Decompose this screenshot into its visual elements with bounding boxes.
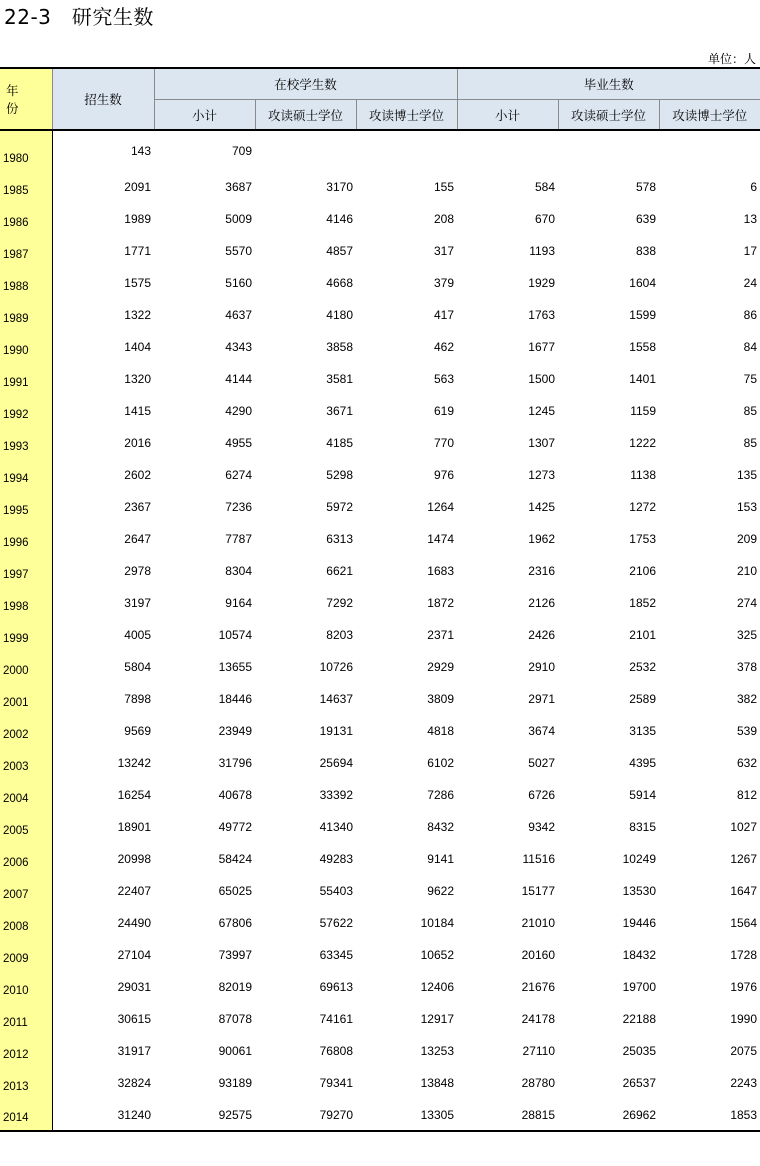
cell-in-school-doctor: 770 xyxy=(433,436,454,450)
cell-year: 2003 xyxy=(0,747,52,779)
cell-in-school-doctor: 1683 xyxy=(427,564,454,578)
table-row xyxy=(0,811,760,843)
cell-in-school-doctor: 976 xyxy=(433,468,454,482)
cell-year: 2009 xyxy=(0,939,52,971)
cell-in-school-doctor xyxy=(356,130,457,171)
cell-enroll: 31240 xyxy=(52,1099,154,1131)
cell-in-school-master: 79341 xyxy=(319,1076,353,1090)
cell-year: 2006 xyxy=(0,843,52,875)
cell-year: 2014 xyxy=(0,1099,52,1131)
cell-in-school-master: 4668 xyxy=(326,276,353,290)
cell-in-school-doctor: 462 xyxy=(433,340,454,354)
cell-graduates-subtotal: 1307 xyxy=(528,436,555,450)
table-row xyxy=(0,1035,760,1067)
table-row xyxy=(0,939,760,971)
cell-graduates-subtotal: 1500 xyxy=(528,372,555,386)
cell-year: 1985 xyxy=(0,171,52,203)
cell-graduates-subtotal: 28780 xyxy=(521,1076,555,1090)
cell-in-school-subtotal: 18446 xyxy=(218,692,252,706)
cell-in-school-doctor: 208 xyxy=(433,212,454,226)
cell-graduates-subtotal: 21676 xyxy=(521,980,555,994)
cell-in-school-master: 33392 xyxy=(319,788,353,802)
cell-in-school-master: 4180 xyxy=(326,308,353,322)
cell-in-school-subtotal: 65025 xyxy=(218,884,252,898)
cell-graduates-doctor: 85 xyxy=(743,436,758,450)
cell-enroll: 2367 xyxy=(124,500,151,514)
cell-graduates-subtotal: 15177 xyxy=(521,884,555,898)
cell-in-school-doctor: 10652 xyxy=(420,948,454,962)
cell-in-school-doctor: 12917 xyxy=(420,1012,454,1026)
cell-graduates-master: 2106 xyxy=(629,564,656,578)
cell-enroll: 16254 xyxy=(117,788,151,802)
cell-in-school-subtotal: 8304 xyxy=(225,564,252,578)
cell-in-school-subtotal: 82019 xyxy=(218,980,252,994)
cell-graduates-doctor: 209 xyxy=(737,532,758,546)
cell-graduates-subtotal: 5027 xyxy=(528,756,555,770)
cell-enroll: 2602 xyxy=(124,468,151,482)
cell-year: 2007 xyxy=(0,875,52,907)
cell-in-school-doctor: 6102 xyxy=(427,756,454,770)
cell-year: 2008 xyxy=(0,907,52,939)
cell-year: 1987 xyxy=(0,235,52,267)
cell-in-school-doctor: 7286 xyxy=(427,788,454,802)
cell-year: 1986 xyxy=(0,203,52,235)
cell-graduates-doctor: 1990 xyxy=(730,1012,758,1026)
cell-in-school-master: 7292 xyxy=(326,596,353,610)
cell-year: 2000 xyxy=(0,651,52,683)
cell-enroll: 24490 xyxy=(117,916,151,930)
cell-in-school-master: 19131 xyxy=(319,724,353,738)
cell-graduates-subtotal: 2316 xyxy=(528,564,555,578)
header-year: 年 份 xyxy=(0,68,52,130)
table-row xyxy=(0,747,760,779)
table-row xyxy=(0,907,760,939)
cell-graduates-subtotal: 584 xyxy=(534,180,555,194)
cell-graduates-doctor: 1267 xyxy=(730,852,758,866)
page-title: 22-3 研究生数 xyxy=(4,5,154,29)
cell-graduates-master: 1753 xyxy=(629,532,656,546)
cell-in-school-master: 69613 xyxy=(319,980,353,994)
cell-graduates-master: 26537 xyxy=(622,1076,656,1090)
table-row xyxy=(0,587,760,619)
cell-graduates-master: 22188 xyxy=(622,1012,656,1026)
cell-enroll: 143 xyxy=(130,144,151,158)
cell-graduates-subtotal: 1245 xyxy=(528,404,555,418)
cell-enroll: 20998 xyxy=(117,852,151,866)
cell-year: 2002 xyxy=(0,715,52,747)
header-enroll: 招生数 xyxy=(52,68,154,130)
cell-graduates-doctor: 153 xyxy=(737,500,758,514)
cell-in-school-doctor: 417 xyxy=(433,308,454,322)
cell-in-school-subtotal: 87078 xyxy=(218,1012,252,1026)
cell-graduates-doctor: 1853 xyxy=(659,1099,760,1131)
cell-graduates-subtotal: 1273 xyxy=(528,468,555,482)
cell-in-school-doctor: 10184 xyxy=(420,916,454,930)
cell-in-school-doctor: 379 xyxy=(433,276,454,290)
cell-graduates-master: 1138 xyxy=(630,468,656,482)
cell-in-school-master: 3671 xyxy=(326,404,353,418)
cell-year: 1993 xyxy=(0,427,52,459)
table-row xyxy=(0,491,760,523)
cell-enroll: 31917 xyxy=(117,1044,151,1058)
cell-in-school-subtotal: 5570 xyxy=(225,244,252,258)
table-row xyxy=(0,715,760,747)
cell-graduates-subtotal: 6726 xyxy=(528,788,555,802)
cell-in-school-subtotal: 4290 xyxy=(225,404,252,418)
table-row xyxy=(0,1003,760,1035)
cell-in-school-master: 5972 xyxy=(326,500,353,514)
cell-graduates-master: 1401 xyxy=(629,372,656,386)
cell-enroll: 1320 xyxy=(124,372,151,386)
cell-in-school-subtotal: 3687 xyxy=(225,180,252,194)
cell-in-school-master: 55403 xyxy=(319,884,353,898)
cell-graduates-master: 10249 xyxy=(622,852,656,866)
cell-in-school-subtotal: 6274 xyxy=(225,468,252,482)
cell-graduates-doctor: 135 xyxy=(737,468,758,482)
cell-in-school-subtotal: 31796 xyxy=(218,756,252,770)
cell-in-school-master: 76808 xyxy=(319,1044,353,1058)
cell-in-school-master: 8203 xyxy=(326,628,353,642)
header-graduates-subtotal: 小计 xyxy=(457,100,558,131)
cell-in-school-master xyxy=(255,130,356,171)
cell-graduates-master: 1599 xyxy=(629,308,656,322)
cell-graduates-master: 3135 xyxy=(629,724,656,738)
table-row xyxy=(0,395,760,427)
cell-graduates-doctor: 812 xyxy=(737,788,758,802)
cell-graduates-doctor: 1647 xyxy=(730,884,758,898)
cell-graduates-master: 19700 xyxy=(622,980,656,994)
cell-year: 2004 xyxy=(0,779,52,811)
cell-enroll: 5804 xyxy=(124,660,151,674)
cell-year: 1996 xyxy=(0,523,52,555)
cell-graduates-subtotal: 2910 xyxy=(528,660,555,674)
cell-in-school-doctor: 13305 xyxy=(356,1099,457,1131)
cell-in-school-doctor: 1264 xyxy=(427,500,454,514)
cell-in-school-master: 6313 xyxy=(326,532,353,546)
cell-graduates-doctor: 1976 xyxy=(730,980,758,994)
cell-graduates-master: 2532 xyxy=(629,660,656,674)
cell-graduates-subtotal xyxy=(457,130,558,171)
cell-in-school-master: 3858 xyxy=(326,340,353,354)
cell-year: 2011 xyxy=(0,1003,52,1035)
table-row xyxy=(0,971,760,1003)
cell-in-school-subtotal: 7236 xyxy=(225,500,252,514)
cell-graduates-master: 578 xyxy=(635,180,656,194)
cell-graduates-doctor: 210 xyxy=(737,564,758,578)
cell-graduates-subtotal: 1677 xyxy=(528,340,555,354)
cell-in-school-doctor: 1474 xyxy=(427,532,454,546)
cell-graduates-doctor: 13 xyxy=(743,212,758,226)
cell-graduates-master: 8315 xyxy=(629,820,656,834)
cell-in-school-subtotal: 90061 xyxy=(218,1044,252,1058)
cell-graduates-subtotal: 28815 xyxy=(457,1099,558,1131)
cell-year: 1992 xyxy=(0,395,52,427)
cell-graduates-subtotal: 2971 xyxy=(528,692,555,706)
cell-in-school-subtotal: 4144 xyxy=(225,372,252,386)
table-row xyxy=(0,843,760,875)
cell-graduates-subtotal: 3674 xyxy=(528,724,555,738)
cell-year: 1991 xyxy=(0,363,52,395)
cell-in-school-master: 49283 xyxy=(319,852,353,866)
cell-graduates-subtotal: 27110 xyxy=(522,1044,555,1058)
cell-in-school-subtotal: 40678 xyxy=(218,788,252,802)
cell-enroll: 27104 xyxy=(117,948,151,962)
cell-enroll: 13242 xyxy=(117,756,151,770)
cell-graduates-subtotal: 21010 xyxy=(521,916,555,930)
header-graduates-doctor: 攻读博士学位 xyxy=(659,100,760,131)
cell-enroll: 1404 xyxy=(124,340,151,354)
cell-enroll: 2647 xyxy=(124,532,151,546)
cell-in-school-subtotal: 58424 xyxy=(218,852,252,866)
cell-in-school-subtotal: 5009 xyxy=(225,212,252,226)
cell-graduates-subtotal: 1929 xyxy=(528,276,555,290)
cell-in-school-master: 6621 xyxy=(326,564,353,578)
table-row xyxy=(0,331,760,363)
table-row xyxy=(0,619,760,651)
cell-in-school-doctor: 3809 xyxy=(427,692,454,706)
cell-in-school-subtotal: 23949 xyxy=(218,724,252,738)
cell-graduates-master: 25035 xyxy=(622,1044,656,1058)
table-row xyxy=(0,523,760,555)
cell-graduates-doctor: 382 xyxy=(737,692,758,706)
cell-year: 1989 xyxy=(0,299,52,331)
table-row xyxy=(0,299,760,331)
cell-in-school-subtotal: 92575 xyxy=(154,1099,255,1131)
cell-graduates-doctor: 75 xyxy=(743,372,758,386)
table-row xyxy=(0,427,760,459)
table-body xyxy=(0,130,760,1131)
cell-year: 2005 xyxy=(0,811,52,843)
cell-graduates-master: 639 xyxy=(635,212,656,226)
cell-in-school-subtotal: 10574 xyxy=(218,628,252,642)
cell-in-school-master: 5298 xyxy=(326,468,353,482)
cell-graduates-master: 1159 xyxy=(630,404,656,418)
cell-graduates-subtotal: 1962 xyxy=(528,532,555,546)
cell-enroll: 1989 xyxy=(124,212,151,226)
cell-in-school-master: 63345 xyxy=(319,948,353,962)
cell-in-school-doctor: 9622 xyxy=(427,884,454,898)
cell-graduates-doctor: 6 xyxy=(750,180,758,194)
cell-in-school-doctor: 155 xyxy=(433,180,454,194)
table-row xyxy=(0,203,760,235)
cell-in-school-master: 57622 xyxy=(319,916,353,930)
header-graduates: 毕业生数 xyxy=(457,68,760,100)
cell-graduates-doctor: 17 xyxy=(743,244,758,258)
cell-in-school-subtotal: 13655 xyxy=(218,660,252,674)
cell-in-school-master: 3581 xyxy=(326,372,353,386)
cell-in-school-subtotal: 4343 xyxy=(225,340,252,354)
cell-year: 1988 xyxy=(0,267,52,299)
cell-in-school-doctor: 8432 xyxy=(427,820,454,834)
cell-in-school-master: 41340 xyxy=(319,820,353,834)
cell-in-school-subtotal: 49772 xyxy=(218,820,252,834)
cell-graduates-doctor: 274 xyxy=(737,596,758,610)
cell-in-school-doctor: 4818 xyxy=(427,724,454,738)
header-in-school-master: 攻读硕士学位 xyxy=(255,100,356,131)
cell-graduates-doctor: 84 xyxy=(743,340,758,354)
cell-graduates-subtotal: 2126 xyxy=(528,596,555,610)
cell-graduates-subtotal: 1193 xyxy=(529,244,555,258)
table-row xyxy=(0,130,760,171)
cell-enroll: 2978 xyxy=(124,564,151,578)
cell-enroll: 2091 xyxy=(124,180,151,194)
header-graduates-master: 攻读硕士学位 xyxy=(558,100,659,131)
header-in-school-doctor: 攻读博士学位 xyxy=(356,100,457,131)
cell-graduates-doctor: 325 xyxy=(737,628,758,642)
cell-year: 1994 xyxy=(0,459,52,491)
cell-graduates-master: 18432 xyxy=(622,948,656,962)
cell-year: 1980 xyxy=(0,130,52,171)
cell-graduates-doctor: 1564 xyxy=(730,916,758,930)
cell-enroll: 3197 xyxy=(124,596,151,610)
unit-label: 单位：人 xyxy=(707,52,756,66)
cell-in-school-subtotal: 7787 xyxy=(225,532,252,546)
table-row xyxy=(0,1099,760,1131)
cell-enroll: 7898 xyxy=(124,692,151,706)
cell-in-school-master: 74161 xyxy=(319,1012,353,1026)
graduate-students-table xyxy=(0,67,760,1132)
cell-graduates-doctor: 24 xyxy=(743,276,758,290)
cell-graduates-master: 5914 xyxy=(629,788,656,802)
cell-in-school-subtotal: 5160 xyxy=(225,276,252,290)
cell-graduates-doctor: 1027 xyxy=(730,820,758,834)
table-row xyxy=(0,683,760,715)
cell-in-school-subtotal: 4637 xyxy=(225,308,252,322)
cell-graduates-master xyxy=(558,130,659,171)
cell-graduates-master: 1222 xyxy=(629,436,656,450)
cell-graduates-master: 1272 xyxy=(629,500,656,514)
cell-enroll: 22407 xyxy=(117,884,151,898)
table-row xyxy=(0,235,760,267)
cell-enroll: 1415 xyxy=(124,404,151,418)
cell-in-school-master: 25694 xyxy=(319,756,353,770)
cell-in-school-subtotal: 4955 xyxy=(225,436,252,450)
cell-enroll: 32824 xyxy=(117,1076,151,1090)
cell-in-school-master: 4185 xyxy=(326,436,353,450)
cell-graduates-doctor: 86 xyxy=(743,308,758,322)
cell-graduates-subtotal: 1763 xyxy=(528,308,555,322)
cell-year: 1999 xyxy=(0,619,52,651)
table-row xyxy=(0,555,760,587)
cell-in-school-doctor: 1872 xyxy=(427,596,454,610)
cell-in-school-doctor: 563 xyxy=(433,372,454,386)
table-row xyxy=(0,459,760,491)
cell-year: 1995 xyxy=(0,491,52,523)
cell-graduates-subtotal: 20160 xyxy=(521,948,555,962)
cell-year: 1990 xyxy=(0,331,52,363)
cell-in-school-master: 3170 xyxy=(326,180,353,194)
cell-in-school-master: 14637 xyxy=(319,692,353,706)
table-row xyxy=(0,363,760,395)
cell-enroll: 1575 xyxy=(124,276,151,290)
cell-in-school-doctor: 13253 xyxy=(420,1044,454,1058)
cell-in-school-doctor: 13848 xyxy=(420,1076,454,1090)
cell-graduates-doctor: 2243 xyxy=(730,1076,758,1090)
cell-enroll: 29031 xyxy=(117,980,151,994)
cell-graduates-subtotal: 1425 xyxy=(528,500,555,514)
cell-in-school-master: 79270 xyxy=(255,1099,356,1131)
table-row xyxy=(0,267,760,299)
cell-graduates-subtotal: 11516 xyxy=(522,852,555,866)
cell-enroll: 30615 xyxy=(117,1012,151,1026)
cell-in-school-doctor: 2929 xyxy=(427,660,454,674)
cell-in-school-subtotal: 73997 xyxy=(218,948,252,962)
cell-enroll: 2016 xyxy=(124,436,151,450)
cell-graduates-doctor: 539 xyxy=(737,724,758,738)
cell-in-school-doctor: 317 xyxy=(433,244,454,258)
cell-graduates-subtotal: 24178 xyxy=(521,1012,555,1026)
cell-graduates-master: 26962 xyxy=(558,1099,659,1131)
cell-graduates-master: 19446 xyxy=(622,916,656,930)
cell-in-school-doctor: 12406 xyxy=(420,980,454,994)
header-in-school: 在校学生数 xyxy=(154,68,457,100)
cell-graduates-master: 2589 xyxy=(629,692,656,706)
cell-graduates-doctor: 378 xyxy=(737,660,758,674)
cell-year: 1997 xyxy=(0,555,52,587)
cell-in-school-master: 4857 xyxy=(326,244,353,258)
cell-year: 1998 xyxy=(0,587,52,619)
table-row xyxy=(0,1067,760,1099)
cell-graduates-master: 13530 xyxy=(622,884,656,898)
cell-enroll: 1771 xyxy=(124,244,151,258)
cell-in-school-subtotal: 93189 xyxy=(218,1076,252,1090)
cell-enroll: 1322 xyxy=(124,308,151,322)
cell-year: 2012 xyxy=(0,1035,52,1067)
table-row xyxy=(0,779,760,811)
cell-in-school-subtotal: 709 xyxy=(231,144,252,158)
cell-in-school-subtotal: 9164 xyxy=(225,596,252,610)
cell-in-school-master: 4146 xyxy=(326,212,353,226)
cell-enroll: 9569 xyxy=(124,724,151,738)
cell-in-school-master: 10726 xyxy=(319,660,353,674)
cell-graduates-master: 838 xyxy=(635,244,656,258)
cell-graduates-master: 4395 xyxy=(629,756,656,770)
cell-in-school-subtotal: 67806 xyxy=(218,916,252,930)
cell-graduates-master: 2101 xyxy=(629,628,656,642)
cell-year: 2010 xyxy=(0,971,52,1003)
table-row xyxy=(0,651,760,683)
table-row xyxy=(0,875,760,907)
cell-enroll: 18901 xyxy=(117,820,151,834)
cell-in-school-doctor: 2371 xyxy=(427,628,454,642)
cell-in-school-doctor: 9141 xyxy=(427,852,454,866)
cell-graduates-master: 1852 xyxy=(629,596,656,610)
cell-in-school-doctor: 619 xyxy=(433,404,454,418)
cell-graduates-doctor: 1728 xyxy=(730,948,758,962)
cell-graduates-master: 1558 xyxy=(629,340,656,354)
header-in-school-subtotal: 小计 xyxy=(154,100,255,131)
cell-graduates-subtotal: 9342 xyxy=(528,820,555,834)
cell-year: 2001 xyxy=(0,683,52,715)
cell-enroll: 4005 xyxy=(124,628,151,642)
cell-graduates-doctor xyxy=(659,130,760,171)
cell-graduates-subtotal: 2426 xyxy=(528,628,555,642)
cell-year: 2013 xyxy=(0,1067,52,1099)
cell-graduates-master: 1604 xyxy=(629,276,656,290)
cell-graduates-doctor: 85 xyxy=(743,404,758,418)
cell-graduates-doctor: 632 xyxy=(737,756,758,770)
cell-graduates-doctor: 2075 xyxy=(730,1044,758,1058)
cell-graduates-subtotal: 670 xyxy=(534,212,555,226)
table-row xyxy=(0,171,760,203)
